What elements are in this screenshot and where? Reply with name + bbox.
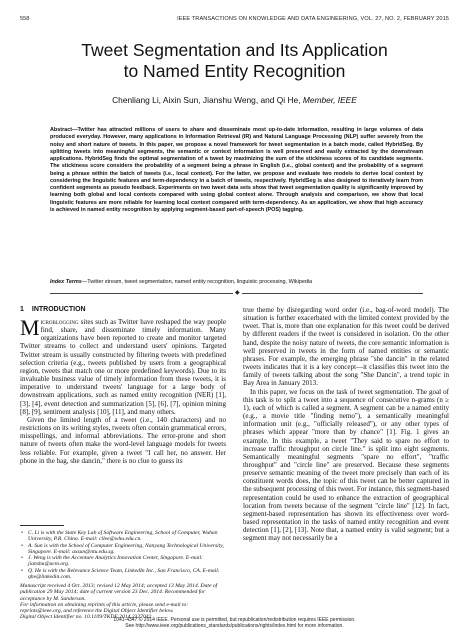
copyright-line-2: See http://www.ieee.org/publications_standards/publications/rights/index.html for more information.	[125, 623, 344, 630]
index-terms	[50, 279, 423, 286]
author-list	[30, 95, 439, 105]
author-names: Chenliang Li, Aixin Sun, Jianshu Weng, and Qi He,	[112, 95, 303, 105]
doi: Digital Object Identifier no. 10.1109/TKDE.2014.2327042	[20, 614, 152, 621]
intro-paragraph-3: true theme by disregarding word order (i.e., bag-of-word model). The situation is further exacerbated with the limited context provided by the tweet. That is, more than one explanation for this tweet could be derived by different readers if the tweet is considered in isolation. On the other hand, despite the noisy nature of tweets, the core semantic information is well preserved in tweets in the form of named entities or semantic phrases. For example, the emerging phrase "she dancin" in the related tweets indicates that it is a key concept—it classifies this tweet into the family of tweets talking about the song "She Dancin", a trend topic in Bay Area in January 2013.	[243, 306, 449, 388]
footnote-item: • Q. He is with the Relevance Science Team, LinkedIn Inc., San Francisco, CA. E-mail: qhe@linkedin.com.	[21, 567, 220, 580]
abstract	[50, 127, 423, 214]
reprints-info: For information on obtaining reprints of this article, please send e-mail to: reprints@ieee.org, and reference the Digital Object Identifier below.	[20, 601, 189, 614]
intro-first-word: icroblogging	[40, 318, 79, 326]
intro-paragraph-1-text: sites such as Twitter have reshaped the way people find, share, and disseminate timely information. Many organizations have been reported to create and monitor targeted Twitter streams to collect and understand users' opinions. Targeted Twitter stream is usually constructed by filtering tweets with predefined selection criteria (e.g., tweets published by users from a geographical region, tweets that match one or more predefined keywords). Due to its invaluable business value of timely information from these tweets, it is imperative to understand tweets' language for a large body of downstream applications, such as named entity recognition (NER) [1], [3], [4], event detection and summarization [5], [6], [7], opinion mining [8], [9], sentiment analysis [10], [11], and many others.	[20, 318, 226, 416]
footnote-item: • C. Li is with the State Key Lab of Software Engineering, School of Computer, Wuhan University, P.R. China. E-mail: cllee@whu.edu.cn.	[21, 530, 218, 543]
footnote-bullet-icon: •	[21, 567, 23, 574]
abstract-label: Abstract	[50, 127, 73, 133]
footnote-item: • J. Weng is with the Accenture Analytics Innovation Center, Singapore. E-mail: jianshu@acm.org.	[21, 555, 203, 568]
footnote-bullet-icon: •	[21, 542, 23, 549]
section-heading	[20, 306, 86, 313]
footnote-bullet-icon: •	[21, 530, 23, 536]
index-terms-label: Index Terms	[50, 279, 82, 285]
footnote-bullet-icon: •	[21, 555, 23, 561]
drop-cap: M	[20, 315, 40, 340]
journal-header: IEEE TRANSACTIONS ON KNOWLEDGE AND DATA ENGINEERING, VOL. 27, NO. 2, FEBRUARY 2015	[177, 16, 449, 22]
author-membership: Member, IEEE	[302, 95, 357, 105]
abstract-text: —Twitter has attracted millions of users to share and disseminate most up-to-date information, resulting in large volumes of data produced everyday. However, many applications in Information Retrieval (IR) and Natural Language Processing (NLP) suffer severely from the noisy and short nature of tweets. In this paper, we propose a novel framework for tweet segmentation in a batch mode, called HybridSeg. By splitting tweets into meaningful segments, the semantic or context information is well preserved and easily extracted by the downstream applications. HybridSeg finds the optimal segmentation of a tweet by maximizing the sum of the stickiness scores of its candidate segments. The stickiness score considers the probability of a segment being a phrase in English (i.e., global context) and the probability of a segment being a phrase within the batch of tweets (i.e., local context). For the latter, we propose and evaluate two models to derive local context by considering the linguistic features and term-dependency in a batch of tweets, respectively. HybridSeg is also designed to iteratively learn from confident segments as pseudo feedback. Experiments on two tweet data sets show that tweet segmentation quality is significantly improved by learning both global and local contexts compared with using global context alone. Through analysis and comparison, we show that local linguistic features are more reliable for learning local context compared with term-dependency. As an application, we show that high accuracy is achieved in named entity recognition by applying segment-based part-of-speech (POS) tagging.	[50, 127, 423, 213]
copyright-line-1: 1041-4347 © 2014 IEEE. Personal use is permitted, but republication/redistribution requires IEEE permission.	[113, 617, 356, 623]
intro-paragraph-2: Given the limited length of a tweet (i.e., 140 characters) and no restrictions on its writing styles, tweets often contain grammatical errors, misspellings, and informal abbreviations. The error-prone and short nature of tweets often make the word-level language models for tweets less reliable. For example, given a tweet "I call her, no answer. Her phone in the bag, she dancin," there is no clue to guess its	[20, 415, 226, 465]
intro-paragraph-4: In this paper, we focus on the task of tweet segmentation. The goal of this task is to split a tweet into a sequence of consecutive n-grams (n ≥ 1), each of which is called a segment. A segment can be a named entity (e.g., a movie title "finding nemo"), a semantically meaningful information unit (e.g., "officially released"), or any other types of phrases which appear "more than by chance" [1]. Fig. 1 gives an example. In this example, a tweet "They said to spare no effort to increase traffic throughput on circle line." is split into eight segments. Semantically meaningful segments "spare no effort", "traffic throughput" and "circle line" are preserved. Because these segments preserve semantic meaning of the tweet more precisely than each of its constituent words does, the topic of this tweet can be better captured in the subsequent processing of this tweet. For instance, this segment-based representation could be used to enhance the extraction of geographical location from tweets because of the segment "circle line" [12]. In fact, segment-based representation has shown its effectiveness over word-based representation in the tasks of named entity recognition and event detection [1], [2], [13]. Note that, a named entity is valid segment; but a segment may not necessarily be a	[243, 387, 449, 543]
footnote-item: • A. Sun is with the School of Computer Engineering, Nanyang Technological University, Singapore. E-mail: axsun@ntu.edu.sg.	[21, 542, 224, 555]
right-column	[243, 306, 449, 543]
running-header	[20, 16, 449, 26]
footnote-rule	[20, 525, 64, 526]
divider-diamond-icon: ◆	[235, 290, 240, 296]
section-number: 1	[20, 306, 24, 313]
section-title: INTRODUCTION	[31, 306, 86, 313]
footnotes	[20, 530, 226, 621]
paper-title	[30, 40, 439, 82]
intro-paragraph-1	[20, 315, 226, 416]
copyright-footer	[20, 617, 449, 630]
manuscript-info: Manuscript received 4 Oct. 2013; revised 12 May 2014; accepted 13 May 2014. Date of publication 29 May 2014; date of current version 23 Dec. 2014. Recommended for acceptance by M. Sanderson.	[20, 583, 218, 602]
paper-title-line-1: Tweet Segmentation and Its Application	[81, 40, 388, 60]
paper-title-line-2: to Named Entity Recognition	[123, 61, 346, 81]
index-terms-text: —Twitter stream, tweet segmentation, named entity recognition, linguistic processing, Wikipedia	[81, 279, 313, 285]
left-column	[20, 315, 226, 465]
page-number: 558	[20, 16, 30, 22]
